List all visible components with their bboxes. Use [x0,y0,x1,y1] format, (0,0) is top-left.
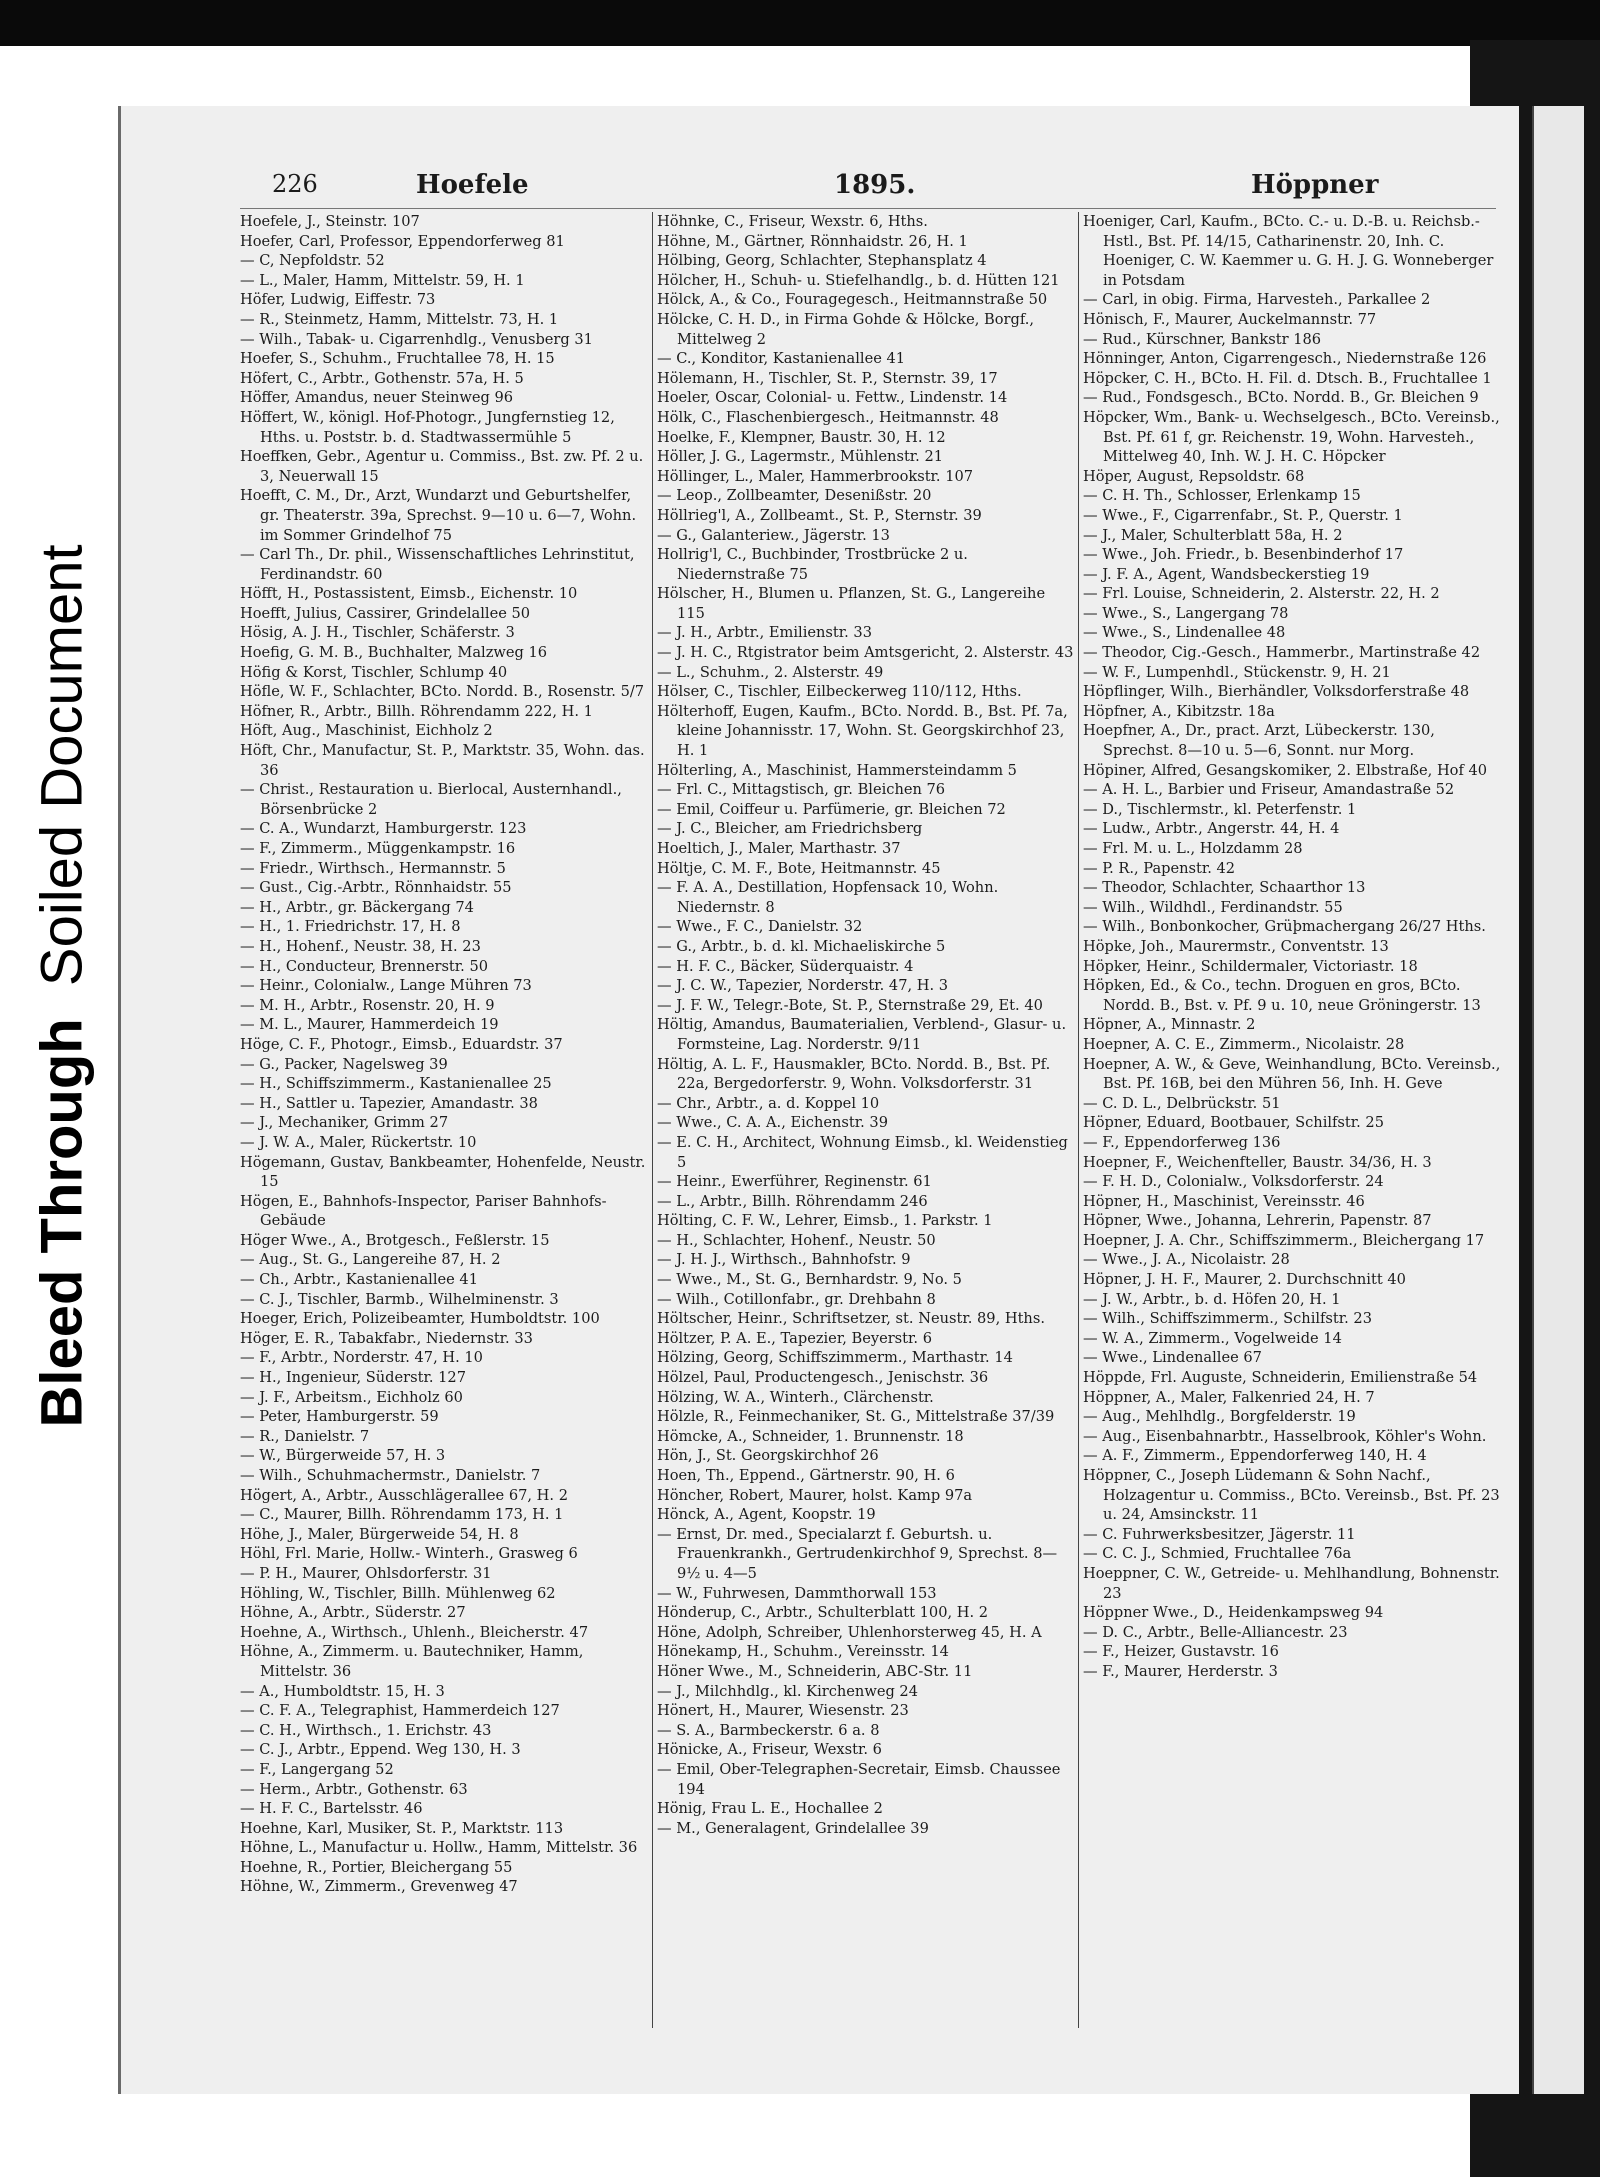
directory-entry: — G., Galanteriew., Jägerstr. 13 [657,526,890,544]
running-head-right: Höppner [1251,170,1379,200]
directory-entry: Hön, J., St. Georgskirchhof 26 [657,1447,879,1465]
directory-entry: — Carl Th., Dr. phil., Wissenschaftliches Lehrinstitut, Ferdinandstr. 60 [240,546,635,583]
directory-entry: — D. C., Arbtr., Belle-Alliancestr. 23 [1083,1623,1348,1641]
directory-entry: Hoepner, F., Weichenfteller, Baustr. 34/36, H. 3 [1083,1153,1432,1171]
directory-entry: — H., Schiffszimmerm., Kastanienallee 25 [240,1075,552,1093]
directory-entry: Höpner, A., Minnastr. 2 [1083,1016,1256,1034]
directory-entry: — J., Mechaniker, Grimm 27 [240,1114,449,1132]
directory-entry: Höfft, H., Postassistent, Eimsb., Eichenstr. 10 [240,585,578,603]
directory-entry: Hölterling, A., Maschinist, Hammersteindamm 5 [657,761,1017,779]
directory-entry: Höffer, Amandus, neuer Steinweg 96 [240,389,514,407]
directory-entry: — C. Fuhrwerksbesitzer, Jägerstr. 11 [1083,1525,1356,1543]
directory-entry: — C. D. L., Delbrückstr. 51 [1083,1094,1281,1112]
directory-entry: Höller, J. G., Lagermstr., Mühlenstr. 21 [657,448,944,466]
directory-entry: Hönicke, A., Friseur, Wexstr. 6 [657,1741,882,1759]
directory-entry: — Ernst, Dr. med., Specialarzt f. Geburtsh. u. Frauenkrankh., Gertrudenkirchhof 9, Sprechst. 8—9½ u. 4—5 [657,1525,1058,1582]
directory-entry: — F. H. D., Colonialw., Volksdorferstr. 24 [1083,1173,1384,1191]
directory-entry: Hoehne, R., Portier, Bleichergang 55 [240,1858,513,1876]
directory-entry: — H., Sattler u. Tapezier, Amandastr. 38 [240,1094,538,1112]
directory-entry: Hölcke, C. H. D., in Firma Gohde & Hölcke, Borgf., Mittelweg 2 [657,310,1034,348]
directory-entry: — C., Maurer, Billh. Röhrendamm 173, H. 1 [240,1506,564,1524]
directory-entry: — Wilh., Schuhmachermstr., Danielstr. 7 [240,1467,541,1484]
directory-entry: — Wwe., Joh. Friedr., b. Besenbinderhof 17 [1083,546,1404,564]
directory-entry: Höncher, Robert, Maurer, holst. Kamp 97a [657,1486,973,1504]
directory-entry: Höhne, L., Manufactur u. Hollw., Hamm, Mittelstr. 36 [240,1839,638,1857]
directory-entry: Höhne, W., Zimmerm., Grevenweg 47 [240,1878,518,1896]
directory-entry: Höfner, R., Arbtr., Billh. Röhrendamm 222, H. 1 [240,702,593,720]
directory-entry: — J. W., Arbtr., b. d. Höfen 20, H. 1 [1083,1290,1341,1308]
directory-entry: — Frl. Louise, Schneiderin, 2. Alsterstr. 22, H. 2 [1083,585,1440,603]
directory-entry: — Wilh., Schiffszimmerm., Schilfstr. 23 [1083,1310,1373,1328]
directory-entry: Hoefig, G. M. B., Buchhalter, Malzweg 16 [240,644,548,662]
directory-entry: Hönderup, C., Arbtr., Schulterblatt 100, H. 2 [657,1604,989,1622]
directory-column-2 [657,212,1077,2028]
directory-entry: Hölting, C. F. W., Lehrer, Eimsb., 1. Parkstr. 1 [657,1212,993,1230]
directory-entry: Höger, E. R., Tabakfabr., Niedernstr. 33 [240,1329,533,1347]
directory-entry: — H., Arbtr., gr. Bäckergang 74 [240,898,474,916]
directory-entry: — Friedr., Wirthsch., Hermannstr. 5 [240,859,506,877]
directory-entry: Hölser, C., Tischler, Eilbeckerweg 110/112, Hths. [657,683,1022,701]
directory-entry: — W., Fuhrwesen, Dammthorwall 153 [657,1584,937,1602]
directory-entry: — Emil, Ober-Telegraphen-Secretair, Eimsb. Chaussee 194 [657,1760,1061,1798]
directory-entry: Hölemann, H., Tischler, St. P., Sternstr. 39, 17 [657,369,998,387]
directory-entry: Hönisch, F., Maurer, Auckelmannstr. 77 [1083,310,1377,328]
page-number: 226 [272,170,318,198]
directory-entry: Hoefele, J., Steinstr. 107 [240,213,420,230]
directory-entry: — W. A., Zimmerm., Vogelweide 14 [1083,1329,1342,1347]
directory-entry: — J. W. A., Maler, Rückertstr. 10 [240,1133,477,1151]
directory-entry: — Rud., Kürschner, Bankstr 186 [1083,330,1322,348]
directory-entry: — Ludw., Arbtr., Angerstr. 44, H. 4 [1083,820,1340,838]
directory-entry: — Aug., Mehlhdlg., Borgfelderstr. 19 [1083,1408,1356,1426]
bleed-through-stamp [15,544,110,1428]
directory-entry: Höfle, W. F., Schlachter, BCto. Nordd. B., Rosenstr. 5/7 [240,683,645,701]
directory-entry: Höpken, Ed., & Co., techn. Droguen en gros, BCto. Nordd. B., Bst. v. Pf. 9 u. 10, neue Gröningerstr. 13 [1083,977,1481,1014]
directory-entry: Hoepner, J. A. Chr., Schiffszimmerm., Bleichergang 17 [1083,1231,1485,1249]
directory-entry: — Wwe., F. C., Danielstr. 32 [657,918,863,936]
directory-entry: — Aug., Eisenbahnarbtr., Hasselbrook, Köhler's Wohn. [1083,1427,1487,1445]
directory-entry: — Wwe., S., Lindenallee 48 [1083,624,1286,642]
directory-entry: Höpner, Eduard, Bootbauer, Schilfstr. 25 [1083,1114,1385,1132]
directory-entry: — C., Konditor, Kastanienallee 41 [657,350,906,368]
directory-entry: Hölck, A., & Co., Fouragegesch., Heitmannstraße 50 [657,291,1048,309]
directory-entry: — Ch., Arbtr., Kastanienallee 41 [240,1271,479,1289]
directory-entry: Höhne, A., Zimmerm. u. Bautechniker, Hamm, Mittelstr. 36 [240,1643,584,1680]
directory-entry: — J., Maler, Schulterblatt 58a, H. 2 [1083,526,1343,544]
directory-entry: — C. H., Wirthsch., 1. Erichstr. 43 [240,1721,492,1739]
directory-entry: Hoeppner, C. W., Getreide- u. Mehlhandlung, Bohnenstr. 23 [1083,1564,1500,1602]
directory-column-1 [240,212,650,2028]
directory-entry: Höft, Chr., Manufactur, St. P., Marktstr. 35, Wohn. das. 36 [240,742,645,779]
directory-entry: Hoen, Th., Eppend., Gärtnerstr. 90, H. 6 [657,1467,955,1484]
directory-entry: Höltscher, Heinr., Schriftsetzer, st. Neustr. 89, Hths. [657,1310,1045,1328]
directory-entry: Höltig, A. L. F., Hausmakler, BCto. Nordd. B., Bst. Pf. 22a, Bergedorferstr. 9, Wohn. Volksdorferstr. 31 [657,1055,1051,1093]
directory-entry: Hösig, A. J. H., Tischler, Schäferstr. 3 [240,624,515,642]
directory-entry: Höffert, W., königl. Hof-Photogr., Jungfernstieg 12, Hths. u. Poststr. b. d. Stadtwassermühle 5 [240,408,615,446]
directory-entry: Höger Wwe., A., Brotgesch., Feßlerstr. 15 [240,1231,550,1249]
directory-entry: Höltig, Amandus, Baumaterialien, Verblend-, Glasur- u. Formsteine, Lag. Norderstr. 9/11 [657,1016,1067,1053]
directory-entry: — F., Zimmerm., Müggenkampstr. 16 [240,840,516,857]
directory-entry: Hölbing, Georg, Schlachter, Stephansplatz 4 [657,252,987,270]
directory-entry: — H., Ingenieur, Süderstr. 127 [240,1369,466,1387]
directory-entry: Höhne, A., Arbtr., Süderstr. 27 [240,1604,466,1622]
directory-entry: Höltzer, P. A. E., Tapezier, Beyerstr. 6 [657,1329,932,1347]
directory-entry: — C. J., Arbtr., Eppend. Weg 130, H. 3 [240,1741,521,1759]
directory-entry: — J. H. J., Wirthsch., Bahnhofstr. 9 [657,1251,911,1269]
directory-entry: Höge, C. F., Photogr., Eimsb., Eduardstr. 37 [240,1035,563,1053]
directory-entry: Höne, Adolph, Schreiber, Uhlenhorsterweg 45, H. A [657,1623,1042,1641]
directory-entry: Höpiner, Alfred, Gesangskomiker, 2. Elbstraße, Hof 40 [1083,761,1488,779]
directory-entry: — Theodor, Schlachter, Schaarthor 13 [1083,879,1366,897]
directory-entry: — Christ., Restauration u. Bierlocal, Austernhandl., Börsenbrücke 2 [240,781,622,818]
directory-entry: — R., Steinmetz, Hamm, Mittelstr. 73, H. 1 [240,310,559,328]
stamp-prefix: Bleed Through [29,1018,95,1428]
directory-entry: Höper, August, Repsoldstr. 68 [1083,467,1305,485]
directory-entry: Höhne, M., Gärtner, Rönnhaidstr. 26, H. 1 [657,232,968,250]
directory-entry: Hoeffken, Gebr., Agentur u. Commiss., Bst. zw. Pf. 2 u. 3, Neuerwall 15 [240,448,644,485]
directory-entry: — H. F. C., Bartelsstr. 46 [240,1800,423,1818]
directory-entry: — Wwe., M., St. G., Bernhardstr. 9, No. 5 [657,1271,962,1289]
directory-entry: Hoeler, Oscar, Colonial- u. Fettw., Lindenstr. 14 [657,389,1008,407]
directory-entry: — Herm., Arbtr., Gothenstr. 63 [240,1780,468,1798]
directory-entry: — C. C. J., Schmied, Fruchtallee 76a [1083,1545,1352,1563]
directory-entry: — C. J., Tischler, Barmb., Wilhelminenstr. 3 [240,1290,559,1308]
directory-entry: — J. H., Arbtr., Emilienstr. 33 [657,624,872,642]
directory-entry: — E. C. H., Architect, Wohnung Eimsb., kl. Weidenstieg 5 [657,1133,1068,1171]
directory-entry: Höpfner, A., Kibitzstr. 18a [1083,702,1275,720]
directory-entry: Hölcher, H., Schuh- u. Stiefelhandlg., b. d. Hütten 121 [657,271,1060,289]
directory-entry: Hölscher, H., Blumen u. Pflanzen, St. G., Langereihe 115 [657,585,1046,622]
stamp-suffix: Soiled Document [29,544,95,987]
directory-entry: — Wilh., Tabak- u. Cigarrenhdlg., Venusberg 31 [240,330,593,348]
page-year: 1895. [834,170,916,200]
directory-entry: — Wwe., S., Langergang 78 [1083,604,1289,622]
directory-entry: Höpker, Heinr., Schildermaler, Victoriastr. 18 [1083,957,1418,975]
directory-entry: Höfert, C., Arbtr., Gothenstr. 57a, H. 5 [240,369,524,387]
directory-entry: — Leop., Zollbeamter, Desenißstr. 20 [657,487,932,505]
directory-entry: Höpke, Joh., Maurermstr., Conventstr. 13 [1083,937,1389,955]
directory-entry: Höllrieg'l, A., Zollbeamt., St. P., Sternstr. 39 [657,506,982,524]
directory-entry: Höhl, Frl. Marie, Hollw.- Winterh., Grasweg 6 [240,1545,578,1563]
directory-entry: — A. H. L., Barbier und Friseur, Amandastraße 52 [1083,781,1455,799]
directory-entry: — D., Tischlermstr., kl. Peterfenstr. 1 [1083,800,1357,818]
directory-entry: — W. F., Lumpenhdl., Stückenstr. 9, H. 21 [1083,663,1391,681]
directory-entry: Hoelke, F., Klempner, Baustr. 30, H. 12 [657,428,946,446]
directory-entry: Höllinger, L., Maler, Hammerbrookstr. 107 [657,467,974,485]
directory-column-3 [1083,212,1503,2028]
directory-entry: — J. H. C., Rtgistrator beim Amtsgericht, 2. Alsterstr. 43 [657,644,1074,662]
directory-entry: Hölk, C., Flaschenbiergesch., Heitmannstr. 48 [657,408,999,426]
directory-entry: — L., Arbtr., Billh. Röhrendamm 246 [657,1192,928,1210]
directory-entry: Högen, E., Bahnhofs-Inspector, Pariser Bahnhofs-Gebäude [240,1192,607,1230]
directory-entry: Hönert, H., Maurer, Wiesenstr. 23 [657,1702,909,1720]
directory-entry: — Frl. C., Mittagstisch, gr. Bleichen 76 [657,781,946,799]
directory-entry: Hölzing, Georg, Schiffszimmerm., Marthastr. 14 [657,1349,1013,1367]
directory-entry: — H., 1. Friedrichstr. 17, H. 8 [240,918,461,936]
directory-entry: — Wwe., F., Cigarrenfabr., St. P., Querstr. 1 [1083,506,1403,524]
directory-entry: — Wilh., Wildhdl., Ferdinandstr. 55 [1083,898,1343,916]
directory-entry: — Chr., Arbtr., a. d. Koppel 10 [657,1094,880,1112]
directory-entry: — F., Heizer, Gustavstr. 16 [1083,1643,1279,1661]
directory-entry: Höppner Wwe., D., Heidenkampsweg 94 [1083,1604,1384,1622]
directory-entry: Hölzing, W. A., Winterh., Clärchenstr. [657,1388,934,1406]
directory-entry: — J. C. W., Tapezier, Norderstr. 47, H. 3 [657,977,949,995]
page-header [236,170,1500,204]
directory-entry: Hoepfner, A., Dr., pract. Arzt, Lübeckerstr. 130, Sprechst. 8—10 u. 5—6, Sonnt. nur Morg. [1083,722,1435,760]
directory-entry: — H., Hohenf., Neustr. 38, H. 23 [240,937,481,955]
directory-entry: — R., Danielstr. 7 [240,1427,370,1445]
directory-entry: Höfer, Ludwig, Eiffestr. 73 [240,291,436,309]
directory-entry: — F., Langergang 52 [240,1760,394,1778]
directory-entry: Hoefer, S., Schuhm., Fruchtallee 78, H. 15 [240,350,555,368]
directory-entry: — S. A., Barmbeckerstr. 6 a. 8 [657,1721,880,1739]
directory-entry: — F., Maurer, Herderstr. 3 [1083,1662,1278,1680]
directory-entry: Hoepner, A. C. E., Zimmerm., Nicolaistr. 28 [1083,1035,1405,1053]
directory-entry: — A. F., Zimmerm., Eppendorferweg 140, H. 4 [1083,1447,1427,1465]
directory-entry: — F., Eppendorferweg 136 [1083,1133,1281,1151]
column-divider [1078,212,1079,2028]
directory-entry: Höppner, C., Joseph Lüdemann & Sohn Nachf., Holzagentur u. Commiss., BCto. Vereinsb., Bst. Pf. 23 u. 24, Amsinckstr. 11 [1083,1467,1500,1524]
directory-entry: — J. C., Bleicher, am Friedrichsberg [657,820,923,838]
directory-entry: Höhnke, C., Friseur, Wexstr. 6, Hths. [657,213,928,230]
directory-entry: Höner Wwe., M., Schneiderin, ABC-Str. 11 [657,1662,973,1680]
directory-entry: Höhe, J., Maler, Bürgerweide 54, H. 8 [240,1525,519,1543]
directory-entry: — M. L., Maurer, Hammerdeich 19 [240,1016,499,1034]
directory-entry: Hölterhoff, Eugen, Kaufm., BCto. Nordd. B., Bst. Pf. 7a, kleine Johannisstr. 17, Wohn. St. Georgskirchhof 23, H. 1 [657,702,1068,760]
directory-entry: Hoeger, Erich, Polizeibeamter, Humboldtstr. 100 [240,1310,600,1328]
directory-entry: Hömcke, A., Schneider, 1. Brunnenstr. 18 [657,1427,964,1445]
directory-entry: Hoepner, A. W., & Geve, Weinhandlung, BCto. Vereinsb., Bst. Pf. 16B, bei den Mühren 56, Inh. H. Geve [1083,1055,1501,1093]
directory-entry: — J. F. W., Telegr.-Bote, St. P., Sternstraße 29, Et. 40 [657,996,1043,1014]
directory-entry: — C, Nepfoldstr. 52 [240,252,385,270]
directory-entry: Höltje, C. M. F., Bote, Heitmannstr. 45 [657,859,941,877]
directory-entry: — J., Milchhdlg., kl. Kirchenweg 24 [657,1682,919,1700]
directory-entry: Hoeltich, J., Maler, Marthastr. 37 [657,840,901,857]
directory-entry: — G., Packer, Nagelsweg 39 [240,1055,448,1073]
directory-entry: — Aug., St. G., Langereihe 87, H. 2 [240,1251,501,1269]
directory-entry: — Wilh., Bonbonkocher, Grüþmachergang 26/27 Hths. [1083,918,1486,936]
directory-entry: — M. H., Arbtr., Rosenstr. 20, H. 9 [240,996,495,1014]
directory-entry: Höpcker, C. H., BCto. H. Fil. d. Dtsch. B., Fruchtallee 1 [1083,369,1492,387]
directory-entry: — H. F. C., Bäcker, Süderquaistr. 4 [657,957,914,975]
directory-entry: Hönekamp, H., Schuhm., Vereinsstr. 14 [657,1643,949,1661]
directory-entry: — Wwe., J. A., Nicolaistr. 28 [1083,1251,1290,1269]
directory-entry: — H., Schlachter, Hohenf., Neustr. 50 [657,1231,936,1249]
directory-entry: — Carl, in obig. Firma, Harvesteh., Parkallee 2 [1083,291,1431,309]
directory-entry: Hoefft, Julius, Cassirer, Grindelallee 50 [240,604,531,622]
directory-entry: — Theodor, Cig.-Gesch., Hammerbr., Martinstraße 42 [1083,644,1481,662]
directory-entry: — J. F., Arbeitsm., Eichholz 60 [240,1388,463,1406]
scan-border-top [0,0,1600,46]
directory-entry: — Gust., Cig.-Arbtr., Rönnhaidstr. 55 [240,879,512,897]
directory-entry: Höpner, J. H. F., Maurer, 2. Durchschnitt 40 [1083,1271,1406,1289]
directory-entry: — Emil, Coiffeur u. Parfümerie, gr. Bleichen 72 [657,800,1006,818]
directory-entry: — Rud., Fondsgesch., BCto. Nordd. B., Gr. Bleichen 9 [1083,389,1479,407]
directory-entry: Hoeniger, Carl, Kaufm., BCto. C.- u. D.-B. u. Reichsb.-Hstl., Bst. Pf. 14/15, Catharinenstr. 20, Inh. C. Hoeniger, C. W. Kaemmer u. G. H. J. G. Wonneberger in Potsdam [1083,213,1494,289]
directory-entry: Hönig, Frau L. E., Hochallee 2 [657,1800,883,1818]
directory-entry: Hönck, A., Agent, Koopstr. 19 [657,1506,876,1524]
directory-entry: Höfig & Korst, Tischler, Schlump 40 [240,663,508,681]
directory-entry: Höppde, Frl. Auguste, Schneiderin, Emilienstraße 54 [1083,1369,1478,1387]
directory-entry: — P. H., Maurer, Ohlsdorferstr. 31 [240,1564,492,1582]
directory-entry: — Frl. M. u. L., Holzdamm 28 [1083,840,1303,857]
directory-entry: Hoehne, Karl, Musiker, St. P., Marktstr. 113 [240,1819,564,1837]
directory-entry: Hoefer, Carl, Professor, Eppendorferweg 81 [240,232,565,250]
directory-entry: Höpcker, Wm., Bank- u. Wechselgesch., BCto. Vereinsb., Bst. Pf. 61 f, gr. Reichenstr. 19, Wohn. Harvesteh., Mittelweg 40, Inh. W. J. H. C. Höpcker [1083,408,1500,466]
directory-entry: — G., Arbtr., b. d. kl. Michaeliskirche 5 [657,937,946,955]
adjacent-page-edge [1532,106,1584,2094]
directory-entry: — Heinr., Colonialw., Lange Mühren 73 [240,977,532,995]
directory-entry: — L., Maler, Hamm, Mittelstr. 59, H. 1 [240,271,525,289]
directory-entry: Högemann, Gustav, Bankbeamter, Hohenfelde, Neustr. 15 [240,1153,646,1191]
header-rule [240,208,1496,209]
directory-entry: Höpner, H., Maschinist, Vereinsstr. 46 [1083,1192,1365,1210]
directory-entry: — M., Generalagent, Grindelallee 39 [657,1819,929,1837]
directory-entry: Hollrig'l, C., Buchbinder, Trostbrücke 2 u. Niedernstraße 75 [657,546,968,583]
directory-entry: Höppner, A., Maler, Falkenried 24, H. 7 [1083,1388,1375,1406]
directory-entry: — Wwe., Lindenallee 67 [1083,1349,1262,1367]
directory-entry: Höhling, W., Tischler, Billh. Mühlenweg 62 [240,1584,556,1602]
directory-entry: Högert, A., Arbtr., Ausschlägerallee 67, H. 2 [240,1486,568,1504]
running-head-left: Hoefele [416,170,529,200]
directory-entry: Hölzel, Paul, Productengesch., Jenischstr. 36 [657,1369,989,1387]
directory-entry: Hoefft, C. M., Dr., Arzt, Wundarzt und Geburtshelfer, gr. Theaterstr. 39a, Sprechst. 9—10 u. 6—7, Wohn. im Sommer Grindelhof 75 [240,487,637,544]
directory-entry: — C. F. A., Telegraphist, Hammerdeich 127 [240,1702,560,1720]
directory-entry: — F., Arbtr., Norderstr. 47, H. 10 [240,1349,483,1367]
directory-entry: — F. A. A., Destillation, Hopfensack 10, Wohn. Niedernstr. 8 [657,879,999,916]
directory-entry: Hoehne, A., Wirthsch., Uhlenh., Bleicherstr. 47 [240,1623,589,1641]
directory-entry: — Wilh., Cotillonfabr., gr. Drehbahn 8 [657,1290,936,1308]
directory-entry: Höpner, Wwe., Johanna, Lehrerin, Papenstr. 87 [1083,1212,1432,1230]
directory-entry: — Heinr., Ewerführer, Reginenstr. 61 [657,1173,932,1191]
directory-entry: — L., Schuhm., 2. Alsterstr. 49 [657,663,884,681]
directory-entry: Höpflinger, Wilh., Bierhändler, Volksdorferstraße 48 [1083,683,1470,701]
column-divider [652,212,653,2028]
directory-entry: — P. R., Papenstr. 42 [1083,859,1236,877]
directory-entry: — W., Bürgerweide 57, H. 3 [240,1447,446,1465]
directory-entry: Höft, Aug., Maschinist, Eichholz 2 [240,722,493,740]
directory-entry: — J. F. A., Agent, Wandsbeckerstieg 19 [1083,565,1370,583]
directory-entry: — C. A., Wundarzt, Hamburgerstr. 123 [240,820,527,838]
directory-entry: — Wwe., C. A. A., Eichenstr. 39 [657,1114,888,1132]
directory-entry: — H., Conducteur, Brennerstr. 50 [240,957,489,975]
directory-entry: Hönninger, Anton, Cigarrengesch., Niedernstraße 126 [1083,350,1487,368]
directory-entry: Hölzle, R., Feinmechaniker, St. G., Mittelstraße 37/39 [657,1408,1055,1426]
directory-entry: — C. H. Th., Schlosser, Erlenkamp 15 [1083,487,1361,505]
directory-entry: — Peter, Hamburgerstr. 59 [240,1408,439,1426]
directory-entry: — A., Humboldtstr. 15, H. 3 [240,1682,445,1700]
